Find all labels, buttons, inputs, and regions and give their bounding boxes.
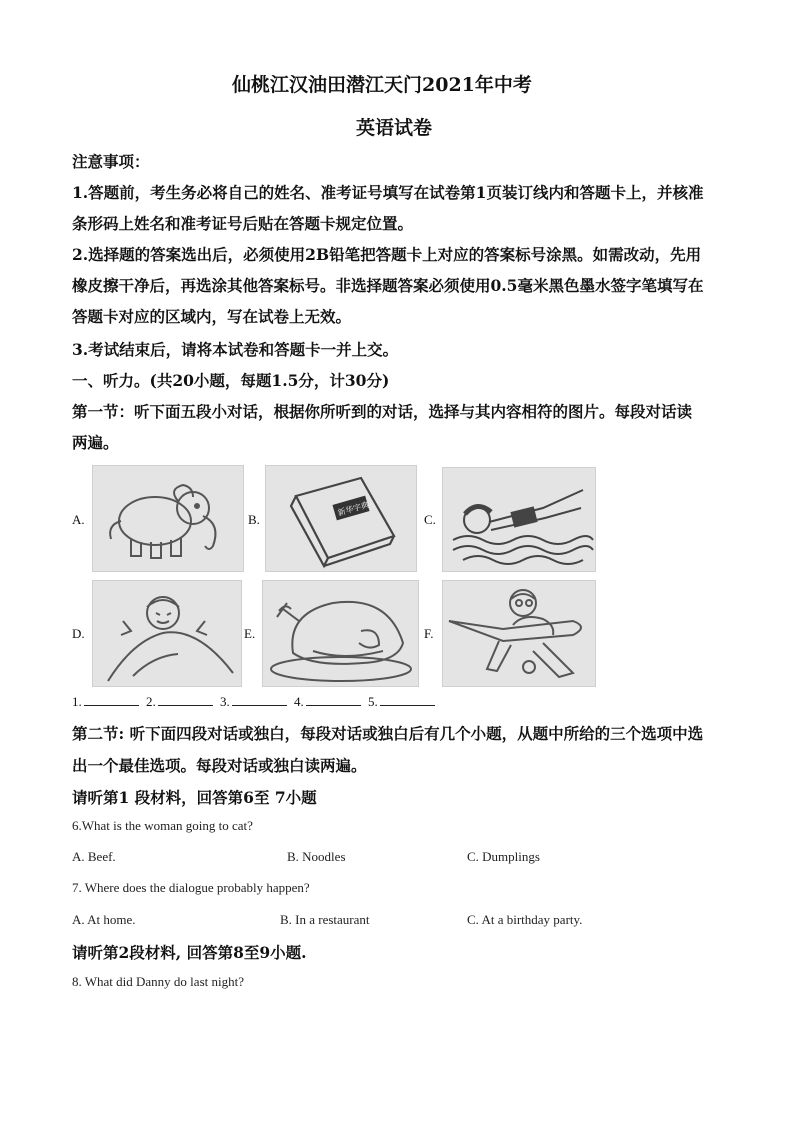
notice-item-3: 3.考试结束后，请将本试卷和答题卡一并上交。 bbox=[72, 340, 399, 359]
picture-b bbox=[265, 465, 417, 572]
notice-item-1-line-2: 条形码上姓名和准考证号后贴在答题卡规定位置。 bbox=[72, 214, 414, 233]
blank-label-1: 1. bbox=[72, 694, 82, 709]
picture-label-e: E. bbox=[244, 626, 256, 641]
part-1-instruction-line-2: 两遍。 bbox=[72, 433, 119, 452]
book-cover-text: 新华字典 bbox=[336, 500, 370, 518]
picture-a bbox=[92, 465, 244, 572]
elephant-icon bbox=[93, 466, 243, 571]
section-heading-listening: 一、听力。(共20小题，每题1.5分，计30分) bbox=[72, 371, 390, 390]
q6-option-b[interactable]: B. Noodles bbox=[287, 849, 346, 864]
question-7: 7. Where does the dialogue probably happen? bbox=[72, 880, 310, 895]
q7-option-c[interactable]: C. At a birthday party. bbox=[467, 912, 583, 927]
notice-item-2-line-2: 橡皮擦干净后，再选涂其他答案标号。非选择题答案必须使用0.5毫米黑色墨水签字笔填写在 bbox=[72, 276, 704, 295]
q6-option-a[interactable]: A. Beef. bbox=[72, 849, 116, 864]
blank-label-2: 2. bbox=[146, 694, 156, 709]
material-1-heading: 请听第1 段材料，回答第6至 7小题 bbox=[72, 788, 317, 807]
notice-item-2-line-3: 答题卡对应的区域内，写在试卷上无效。 bbox=[72, 307, 352, 326]
picture-label-c: C. bbox=[424, 512, 436, 527]
q7-option-b[interactable]: B. In a restaurant bbox=[280, 912, 370, 927]
blank-label-3: 3. bbox=[220, 694, 230, 709]
question-6: 6.What is the woman going to cat? bbox=[72, 818, 253, 833]
page-subtitle: 英语试卷 bbox=[356, 117, 433, 139]
roast-chicken-icon bbox=[263, 581, 418, 686]
picture-e bbox=[262, 580, 419, 687]
blank-label-5: 5. bbox=[368, 694, 378, 709]
blank-label-4: 4. bbox=[294, 694, 304, 709]
answer-blank-5[interactable] bbox=[380, 693, 435, 706]
question-8: 8. What did Danny do last night? bbox=[72, 974, 244, 989]
part-1-instruction-line-1: 第一节：听下面五段小对话，根据你所听到的对话，选择与其内容相符的图片。每段对话读 bbox=[72, 402, 693, 421]
picture-f bbox=[442, 580, 596, 687]
picture-c bbox=[442, 467, 596, 572]
picture-d bbox=[92, 580, 242, 687]
notice-item-1-line-1: 1.答题前，考生务必将自己的姓名、准考证号填写在试卷第1页装订线内和答题卡上，并核准 bbox=[72, 183, 704, 202]
answer-blank-3[interactable] bbox=[232, 693, 287, 706]
picture-label-f: F. bbox=[424, 626, 434, 641]
picture-label-d: D. bbox=[72, 626, 85, 641]
answer-blank-1[interactable] bbox=[84, 693, 139, 706]
answer-blanks-row bbox=[72, 693, 439, 710]
answer-blank-2[interactable] bbox=[158, 693, 213, 706]
swimmer-icon bbox=[443, 468, 595, 571]
part-2-instruction-line-2: 出一个最佳选项。每段对话或独白读两遍。 bbox=[72, 756, 367, 775]
material-2-heading: 请听第2段材料, 回答第8至9小题. bbox=[72, 943, 307, 962]
answer-blank-4[interactable] bbox=[306, 693, 361, 706]
picture-label-b: B. bbox=[248, 512, 260, 527]
page-title: 仙桃江汉油田潜江天门2021年中考 bbox=[232, 74, 532, 96]
pilot-airplane-icon bbox=[443, 581, 595, 686]
picture-label-a: A. bbox=[72, 512, 85, 527]
notice-heading: 注意事项： bbox=[72, 152, 150, 171]
notice-item-2-line-1: 2.选择题的答案选出后，必须使用2B铅笔把答题卡上对应的答案标号涂黑。如需改动，先用 bbox=[72, 245, 702, 264]
dictionary-book-icon bbox=[266, 466, 416, 571]
sick-child-in-bed-icon bbox=[93, 581, 241, 686]
q7-option-a[interactable]: A. At home. bbox=[72, 912, 136, 927]
part-2-instruction-line-1: 第二节: 听下面四段对话或独白，每段对话或独白后有几个小题，从题中所给的三个选项中选 bbox=[72, 724, 704, 743]
q6-option-c[interactable]: C. Dumplings bbox=[467, 849, 540, 864]
